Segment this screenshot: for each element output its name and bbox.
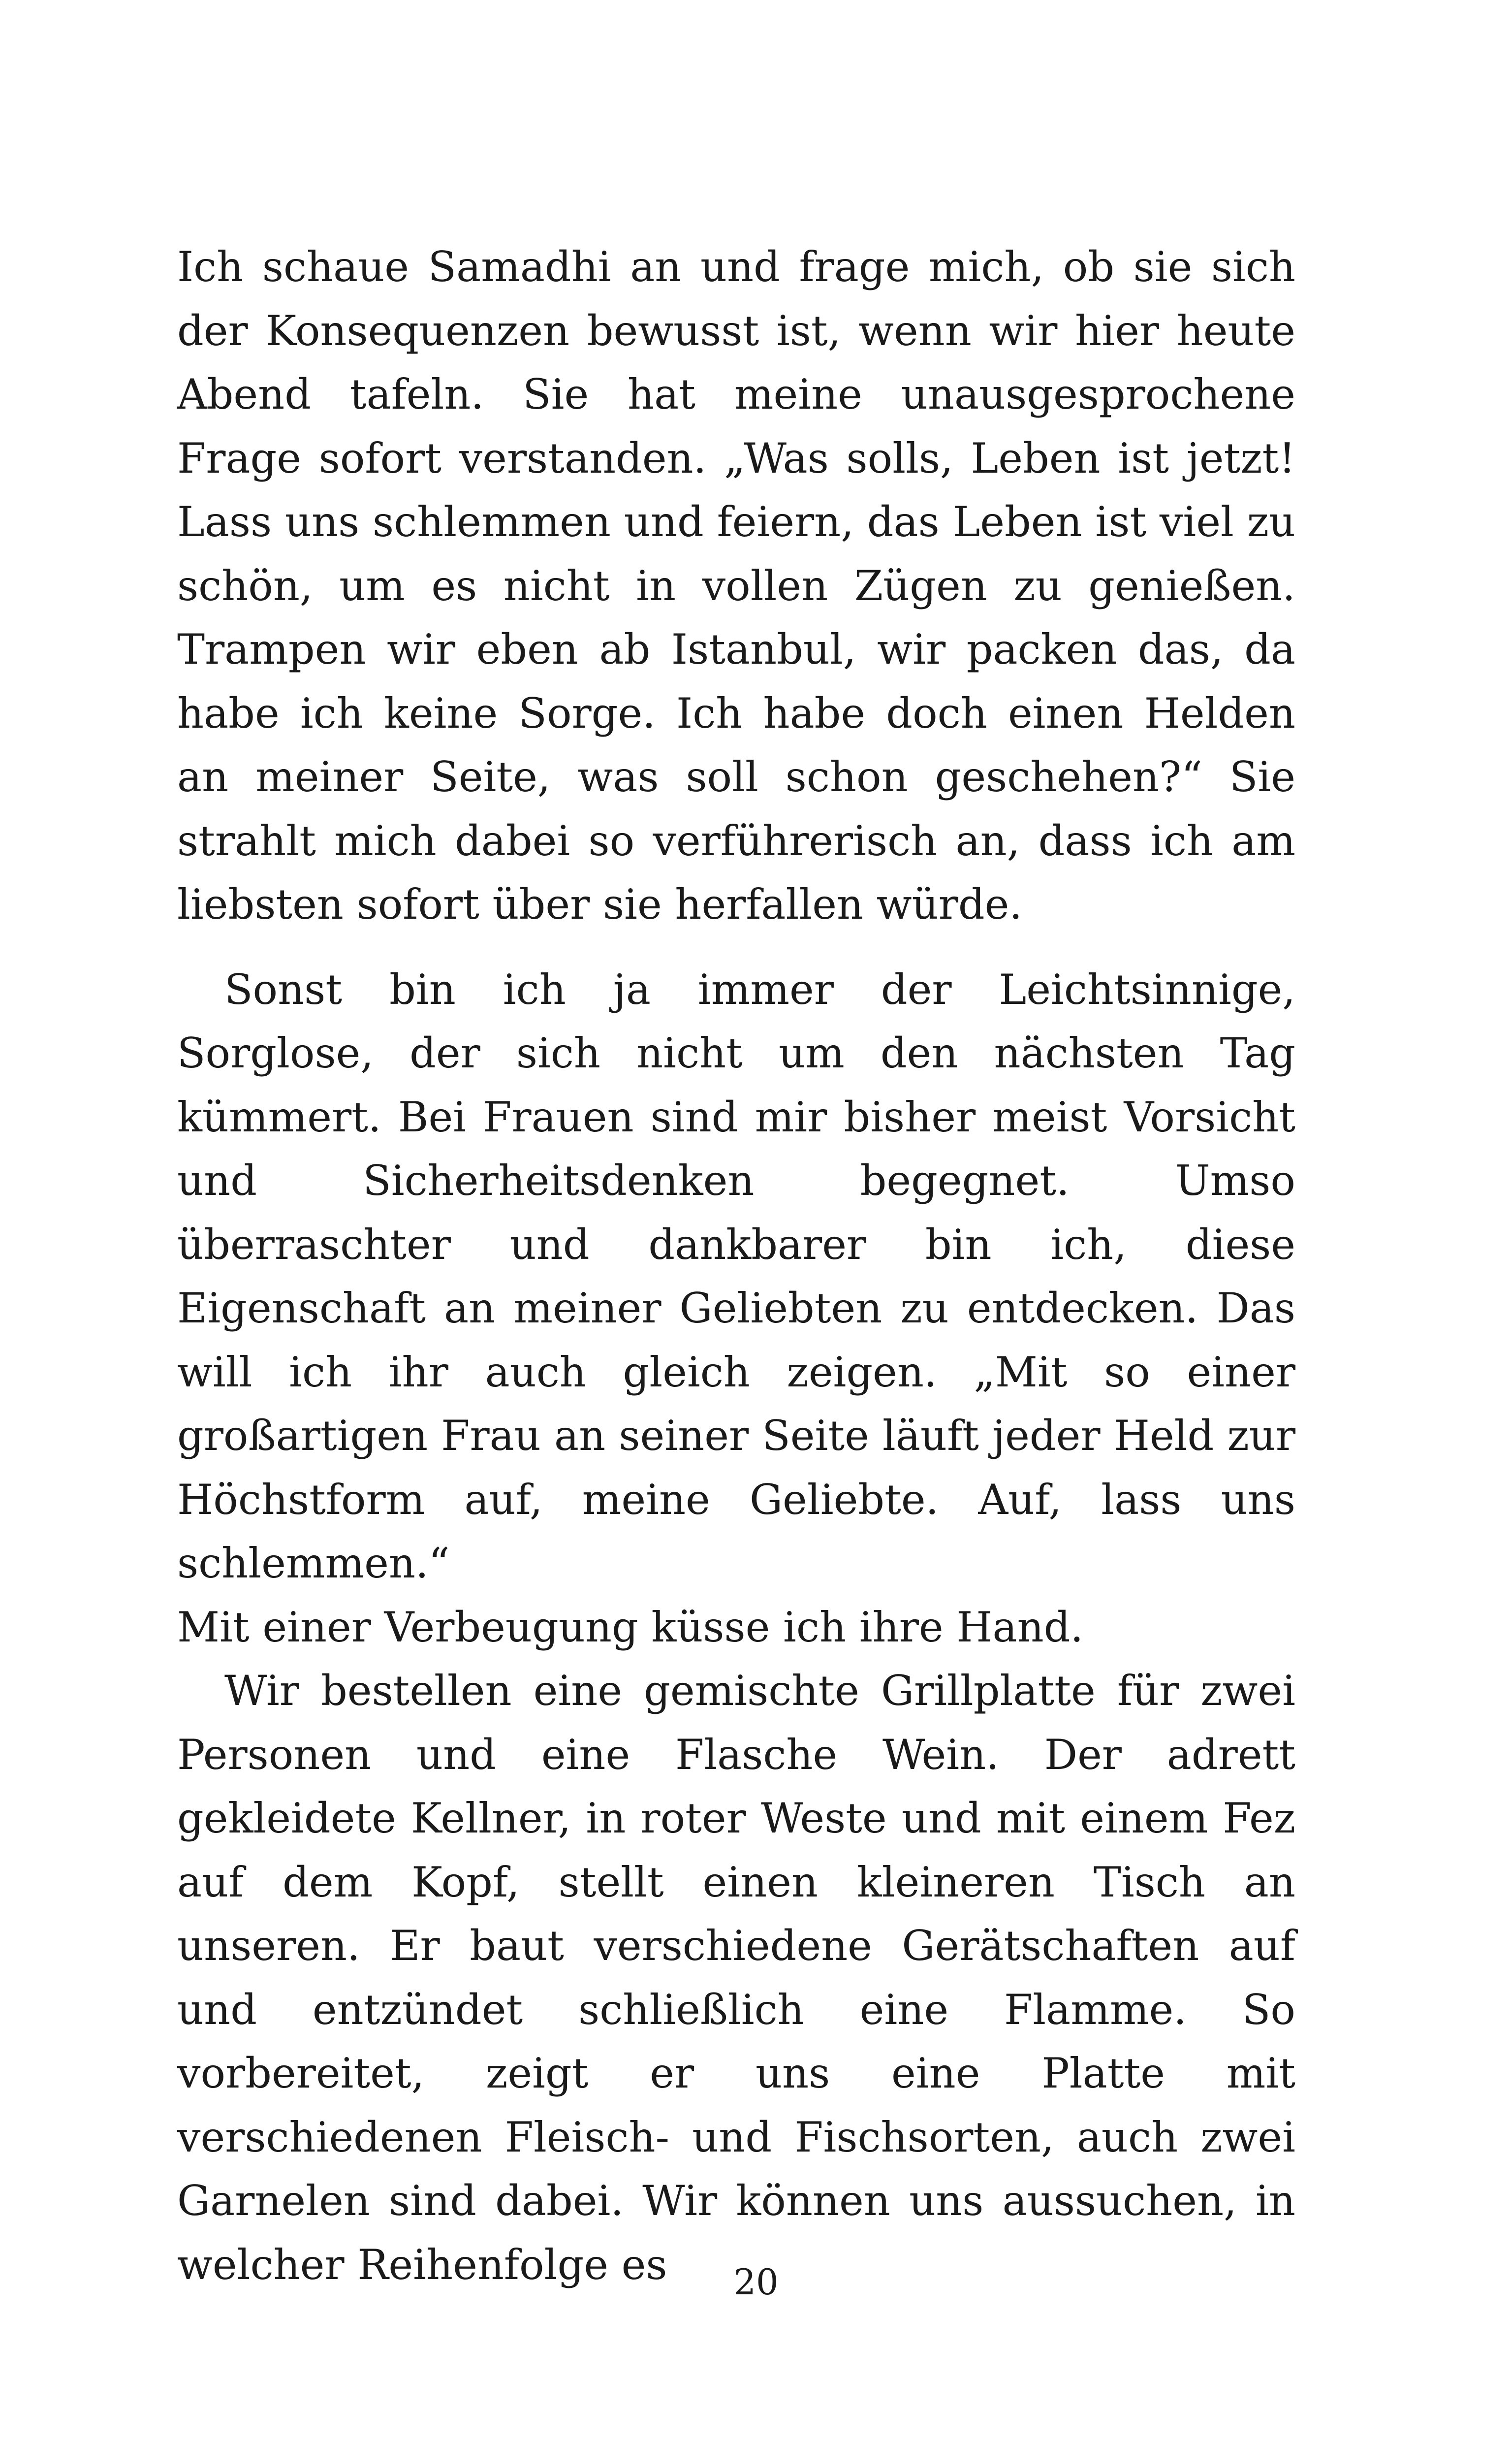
paragraph-3: Mit einer Verbeugung küsse ich ihre Hand. <box>177 1603 1084 1651</box>
page-number: 20 <box>733 2261 779 2303</box>
paragraph-4: Wir bestellen eine gemischte Grillplatte für zwei Personen und eine Flasche Wein. Der adrett gekleidete Kellner, in roter Weste und mit einem Fez auf dem Kopf, stellt einen kleineren Tisch an unseren. Er baut verschiedene Gerätschaften auf und entzündet schließlich eine Flamme. So vorbereitet, zeigt er uns eine Platte mit verschiedenen Fleisch- und Fischsorten, auch zwei Garnelen sind dabei. Wir können uns aussuchen, in welcher Reihenfolge es <box>177 1667 1295 2289</box>
paragraph-1: Ich schaue Samadhi an und frage mich, ob sie sich der Konsequenzen bewusst ist, wenn wir hier heute Abend tafeln. Sie hat meine unausgesprochene Frage sofort verstanden. „Was solls, Leben ist jetzt! Lass uns schlemmen und feiern, das Leben ist viel zu schön, um es nicht in vollen Zügen zu genießen. Trampen wir eben ab Istanbul, wir packen das, da habe ich keine Sorge. Ich habe doch einen Helden an meiner Seite, was soll schon geschehen?“ Sie strahlt mich dabei so verführerisch an, dass ich am liebsten sofort über sie herfallen würde. <box>177 243 1295 929</box>
paragraph-2: Sonst bin ich ja immer der Leichtsinnige, Sorglose, der sich nicht um den nächsten Tag kümmert. Bei Frauen sind mir bisher meist Vorsicht und Sicherheitsdenken begegnet. Umso überraschter und dankbarer bin ich, diese Eigenschaft an meiner Geliebten zu entdecken. Das will ich ihr auch gleich zeigen. „Mit so einer großartigen Frau an seiner Seite läuft jeder Held zur Höchstform auf, meine Geliebte. Auf, lass uns schlemmen.“ <box>177 965 1295 1587</box>
body-text <box>177 235 1295 2297</box>
